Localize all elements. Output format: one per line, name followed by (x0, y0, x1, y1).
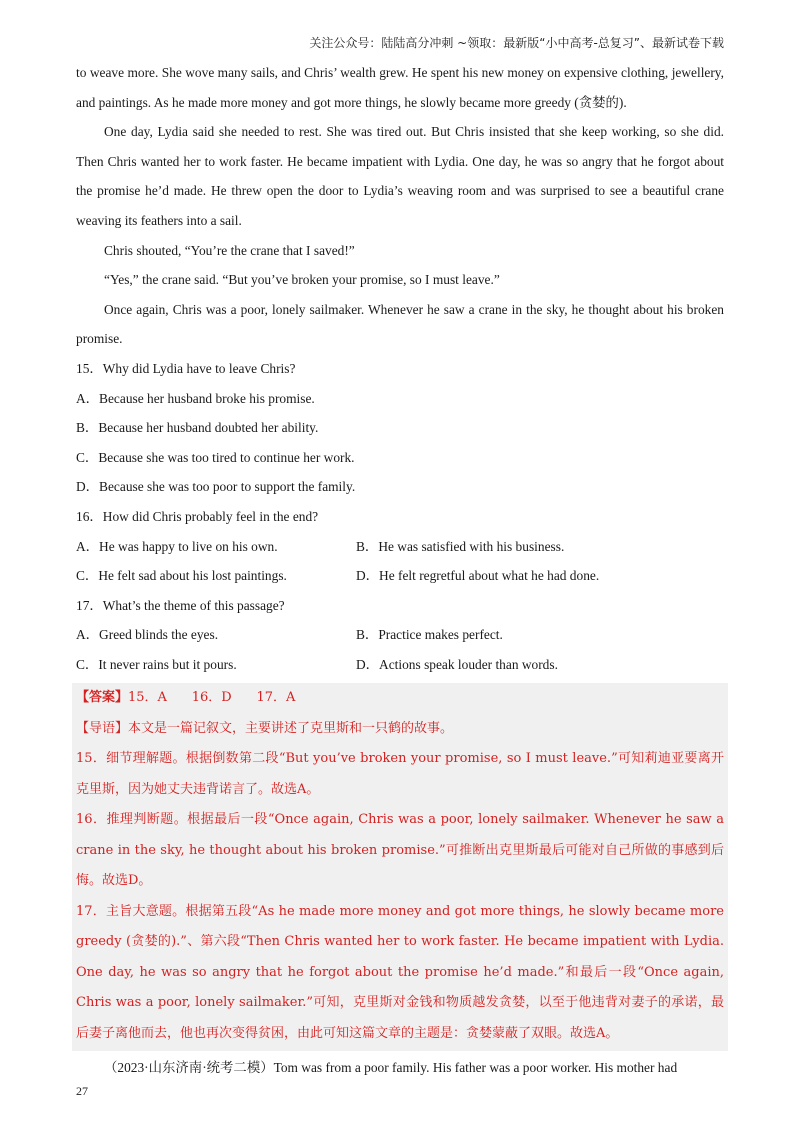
answer-option: C．He felt sad about his lost paintings. (76, 568, 287, 584)
answer-option: B．Because her husband doubted her ability. (76, 420, 319, 436)
answer-option: A．He was happy to live on his own. (76, 538, 278, 554)
answer-option: D．Actions speak louder than words. (356, 656, 558, 672)
option-row (76, 620, 724, 650)
answer-option: D．He felt regretful about what he had done. (356, 568, 600, 584)
option-row (76, 561, 724, 591)
explanation-15: 15．细节理解题。根据倒数第二段“But you’ve broken your promise, so I must leave.”可知莉迪亚要离开克里斯，因为她丈夫违背诺言了。故选A。 (76, 751, 724, 797)
option-row (76, 650, 724, 680)
question-stem: 15．Why did Lydia have to leave Chris? (76, 360, 296, 376)
page-number: 27 (76, 1084, 88, 1098)
passage-paragraph: to weave more. She wove many sails, and Chris’ wealth grew. He spent his new money on expensive clothing, jewellery, and paintings. As he made more money and got more things, he slowly became more greedy (贪婪的). (76, 65, 724, 110)
answer-label: 【答案】 (76, 690, 129, 706)
answer-option: C．It never rains but it pours. (76, 656, 237, 672)
answer-guide: 【导语】本文是一篇记叙文，主要讲述了克里斯和一只鹤的故事。 (76, 720, 454, 736)
answer-option: C．Because she was too tired to continue her work. (76, 449, 355, 465)
answer-option: B．He was satisfied with his business. (356, 538, 565, 554)
answer-option: B．Practice makes perfect. (356, 627, 503, 643)
passage-paragraph: “Yes,” the crane said. “But you’ve broken your promise, so I must leave.” (104, 272, 500, 288)
page-header: 关注公众号：陆陆高分冲刺 ~领取：最新版“小中高考-总复习”、最新试卷下载 (309, 36, 724, 50)
document-body (76, 58, 724, 1096)
answer-block (72, 683, 728, 1051)
question-stem: 16．How did Chris probably feel in the end? (76, 508, 319, 524)
answer-key (76, 683, 724, 714)
passage-paragraph: One day, Lydia said she needed to rest. She was tired out. But Chris insisted that she keep working, so she did. Then Chris wanted her to work faster. He became impatient with Lydia. One day, he was so angry that he forgot about the promise he’d made. He threw open the door to Lydia’s weaving room and was surprised to see a beautiful crane weaving its feathers into a sail. (76, 124, 724, 228)
option-row (76, 532, 724, 562)
explanation-17: 17．主旨大意题。根据第五段“As he made more money and got more things, he slowly became more greedy (贪婪的).”、第六段“Then Chris wanted her to work faster. He became impatient with Lydia. One day, he was so angry that he forgot about the promise he’d made.”和最后一段“Once again, Chris was a poor, lonely sailmaker.”可知，克里斯对金钱和物质越发贪婪，以至于他违背对妻子的承诺，最后妻子离他而去，他也再次变得贫困，由此可知这篇文章的主题是：贪婪蒙蔽了双眼。故选A。 (76, 903, 724, 1041)
answer-option: D．Because she was too poor to support the family. (76, 479, 356, 495)
answer-option: A．Because her husband broke his promise. (76, 390, 315, 406)
passage-paragraph: Once again, Chris was a poor, lonely sailmaker. Whenever he saw a crane in the sky, he thought about his broken promise. (76, 301, 724, 347)
passage-paragraph: Chris shouted, “You’re the crane that I saved!” (104, 242, 355, 258)
answer-values: 15．A 16．D 17．A (128, 690, 296, 706)
next-passage-intro: （2023·山东济南·统考二模）Tom was from a poor family. His father was a poor worker. His mother had (104, 1060, 678, 1076)
answer-option: A．Greed blinds the eyes. (76, 627, 219, 643)
explanation-16: 16．推理判断题。根据最后一段“Once again, Chris was a poor, lonely sailmaker. Whenever he saw a crane in the sky, he thought about his broken promise.”可推断出克里斯最后可能对自己所做的事感到后悔。故选D。 (76, 812, 724, 889)
question-stem: 17．What’s the theme of this passage? (76, 597, 285, 613)
